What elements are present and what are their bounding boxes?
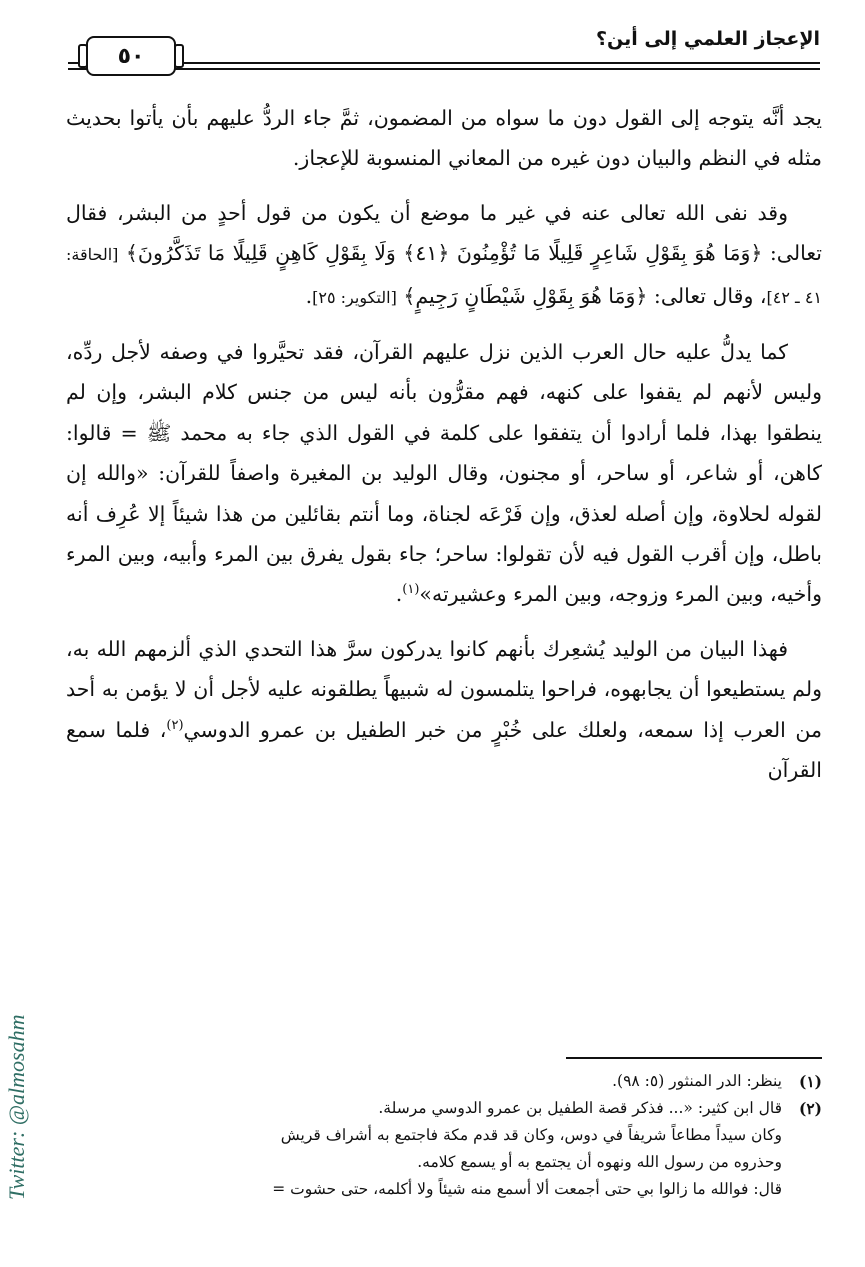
footnote-line: ينظر: الدر المنثور (٥: ٩٨).	[612, 1072, 782, 1090]
punctuation: .	[305, 283, 313, 308]
paragraph-text: كما يدلُّ عليه حال العرب الذين نزل عليهم القرآن، فقد تحيَّروا في وصفه لأجل ردِّه، وليس لأنهم لم يقفوا على كنهه، فهم مقرُّون بأنه ليس من جنس كلام البشر، وإن لم ينطقوا بهذا، فلما أرادوا أن يتفقوا على كلمة في القول الذي جاء به محمد ﷺ = قالوا: كاهن، أو شاعر، أو ساحر، أو مجنون، وقال الوليد بن المغيرة واصفاً للقرآن: «والله إن لقوله لحلاوة، وإن أصله لعذق، وإن فَرْعَه لجناة، وما أنتم بقائلين من هذا شيئاً إلا عُرِف أنه باطل، وإن أقرب القول فيه لأن تقولوا: ساحر؛ جاء بقول يفرق بين المرء وأبيه، وبين المرء وأخيه، وبين المرء وزوجه، وبين المرء وعشيرته»	[66, 340, 822, 607]
paragraph-text: وقد نفى الله تعالى عنه في غير ما موضع أن يكون من قول أحدٍ من البشر، فقال تعالى: ﴿وَمَا هُوَ بِقَوْلِ شَاعِرٍ قَلِيلًا مَا تُؤْمِنُونَ ﴿٤١﴾ وَلَا بِقَوْلِ كَاهِنٍ قَلِيلًا مَا تَذَكَّرُونَ﴾	[66, 200, 822, 266]
quran-citation: [الحاقة: ٤١ ـ ٤٢]	[66, 245, 822, 307]
paragraph-2	[66, 193, 822, 318]
page-number-badge	[86, 36, 176, 76]
running-title: الإعجاز العلمي إلى أين؟	[586, 28, 820, 50]
footnote-line: قال: فوالله ما زالوا بي حتى أجمعت ألا أسمع منه شيئاً ولا أكلمه، حتى حشوت =	[272, 1180, 782, 1198]
footnote-line: قال ابن كثير: «... فذكر قصة الطفيل بن عمرو الدوسي مرسلة.	[378, 1099, 782, 1117]
paragraph-text: فهذا البيان من الوليد يُشعِرك بأنهم كانوا يدركون سرَّ هذا التحدي الذي ألزمهم الله به، ولم يستطيعوا أن يجابهوه، فراحوا يتلمسون له شبيهاً يطلقونه عليه لأجل أن لا يؤمن به أحد من العرب إذا سمعه، ولعلك على خُبْرٍ من خبر الطفيل بن عمرو الدوسي	[66, 636, 822, 742]
footnote-reference: (١)	[402, 582, 420, 598]
footnote-reference: (٢)	[166, 717, 184, 733]
footnote-line: وكان سيداً مطاعاً شريفاً في دوس، وكان قد قدم مكة فاجتمع به أشراف قريش	[280, 1126, 782, 1144]
footnote-line: وحذروه من رسول الله ونهوه أن يجتمع به أو يسمع كلامه.	[417, 1153, 782, 1171]
footnote-1	[66, 1068, 822, 1095]
paragraph-text: ، وقال تعالى: ﴿وَمَا هُوَ بِقَوْلِ شَيْطَانٍ رَجِيمٍ﴾	[403, 283, 767, 308]
paragraph-4	[66, 629, 822, 791]
footnote-number: (١)	[798, 1072, 822, 1091]
footnote-number: (٢)	[798, 1099, 822, 1118]
twitter-watermark: Twitter: @almosahm	[4, 1014, 29, 1200]
footnote-separator	[566, 1057, 822, 1059]
paragraph-3	[66, 332, 822, 615]
punctuation: .	[395, 582, 403, 607]
header-rule	[68, 68, 820, 70]
paragraph-text: يجد أنَّه يتوجه إلى القول دون ما سواه من المضمون، ثمَّ جاء الردُّ عليهم بأن يأتوا بحديث مثله في النظم والبيان دون غيره من المعاني المنسوبة للإعجاز.	[66, 106, 822, 171]
quran-citation: [التكوير: ٢٥]	[312, 287, 397, 307]
footnote-2	[66, 1095, 822, 1203]
paragraph-1	[66, 98, 822, 179]
main-text	[66, 98, 822, 805]
footnotes	[66, 1068, 822, 1203]
paragraph-text: ، فلما سمع القرآن	[66, 717, 822, 783]
page-number: ٥٠	[117, 43, 145, 69]
page-header	[68, 26, 820, 76]
